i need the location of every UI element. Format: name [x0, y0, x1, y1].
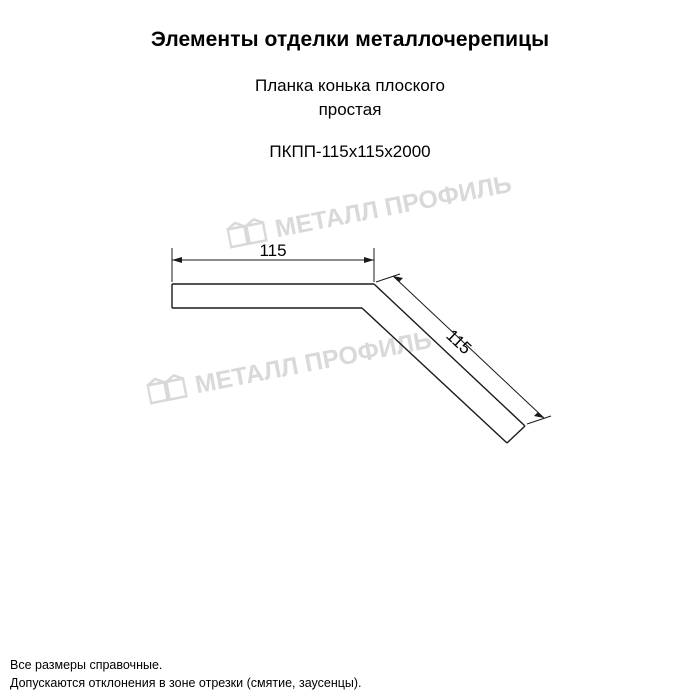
footnote-line-2: Допускаются отклонения в зоне отрезки (смятие, заусенцы).	[10, 675, 362, 690]
watermark-top-text: МЕТАЛЛ ПРОФИЛЬ	[272, 169, 514, 244]
profile-outline	[172, 284, 525, 443]
header	[0, 0, 700, 162]
dimension-top-label: 115	[259, 241, 287, 260]
footnote-line-1: Все размеры справочные.	[10, 657, 163, 672]
page-subtitle	[0, 74, 700, 122]
watermark-bottom-text: МЕТАЛЛ ПРОФИЛЬ	[192, 325, 434, 400]
footnotes	[10, 656, 362, 692]
product-drawing	[0, 170, 700, 510]
page-subtitle-line1: Планка конька плоского	[255, 76, 445, 95]
page-subtitle-line2: простая	[318, 100, 382, 120]
product-code: ПКПП-115x115x2000	[269, 142, 431, 162]
dimension-right-label: 115	[442, 325, 476, 359]
page-title: Элементы отделки металлочерепицы	[150, 28, 550, 51]
